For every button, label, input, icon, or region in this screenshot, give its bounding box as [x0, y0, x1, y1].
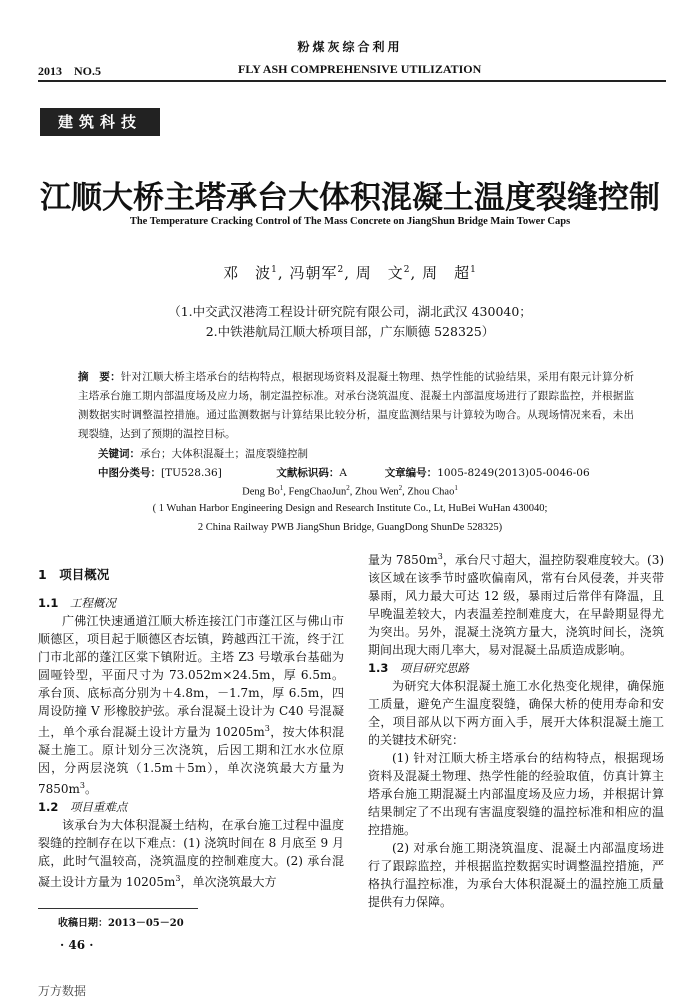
clc-value: [TU528.36] — [161, 467, 222, 479]
abstract-label: 摘 要： — [78, 371, 121, 383]
paragraph: 为研究大体积混凝土施工水化热变化规律，确保施工质量，避免产生温度裂缝，确保大桥的使用寿命和安全，项目部从以下两方面入手，展开大体积混凝土施工的关键技术研究： — [368, 679, 664, 747]
abstract — [78, 368, 634, 444]
author-list — [0, 262, 700, 283]
paragraph: (2) 对承台施工期浇筑温度、混凝土内部温度场进行了跟踪监控，并根据监控数据实时调整温控措施，严格执行温控标准，为承台大体积混凝土的温控施工质量提供有力保障。 — [368, 841, 664, 909]
journal-title-en: FLY ASH COMPREHENSIVE UTILIZATION — [238, 62, 482, 76]
en-author-sep: , — [283, 486, 286, 498]
subsection-number: 1.2 — [38, 800, 59, 814]
paragraph-text: ，单次浇筑最大方 — [180, 875, 277, 889]
author-name: 邓 波 — [223, 264, 272, 282]
unit-sup: 3 — [264, 724, 270, 733]
paragraph-text: 该承台为大体积混凝土结构，在承台施工过程中温度裂缝的控制存在以下难点：(1) 浇筑时间在 8 月底至 9 月底，此时气温较高，浇筑温度的控制难度大。(2) 承台混凝土设计方量为 10205m — [38, 818, 344, 889]
en-author-name: Zhou Chao — [407, 486, 455, 498]
header-rule — [38, 80, 666, 82]
paragraph-text: 广佛江快速通道江顺大桥连接江门市蓬江区与佛山市顺德区，项目起于顺德区杏坛镇，跨越西江干流，终于江门市北部的蓬江区棠下镇附近。主塔 Z3 号墩承台基础为圆哑铃型，平面尺寸为 73.052m×24.5m，厚 6.5m。承台顶、底标高分别为＋4.8m，－1.7m，厚 6.5m，四周设防撞 V 形橡胶护弦。承台混凝土设计为 C40 号混凝土，单个承台混凝土设计方量为 10205m — [38, 614, 344, 739]
section-1-heading: 1 项目概况 — [38, 567, 110, 582]
paragraph — [368, 548, 664, 659]
unit-sup: 3 — [437, 552, 443, 561]
paper-title-en: The Temperature Cracking Control of The Mass Concrete on JiangShun Bridge Main Tower Caps — [129, 216, 571, 227]
subsection-title: 项目重难点 — [69, 800, 128, 814]
affiliation-2: 2.中铁港航局江顺大桥项目部，广东顺德 528325） — [205, 324, 495, 339]
en-affiliation-2: 2 China Railway PWB JiangShun Bridge, GuangDong ShunDe 528325) — [197, 522, 503, 533]
paragraph-text: ，承台尺寸超大，温控防裂难度较大。(3) 该区域在该季节时盛吹偏南风，常有台风侵袭，并夹带暴雨，风力最大可达 12 级，暴雨过后常伴有降温，且早晚温差较大，内表温差控制难度大，在早龄期显得尤为突出。另外，混凝土浇筑方量大，浇筑时间长，浇筑期间出现大雨几率大，易对混凝土品质造成影响。 — [368, 553, 665, 657]
en-author-name: Zhou Wen — [355, 486, 399, 498]
abstract-text: 针对江顺大桥主塔承台的结构特点，根据现场资料及混凝土物理、热学性能的试验结果，采用有限元计算分析主塔承台施工期内部温度场及应力场，制定温控标准。对承台浇筑温度、混凝土内部温度场进行了跟踪监控，并根据监测数据实时调整温控措施。通过监测数据与计算结果比较分析，温度监测结果与计算较为吻合。从现场情况来看，未出现裂缝，达到了预期的温控目标。 — [78, 371, 635, 440]
right-column — [368, 548, 664, 911]
en-author-sup: 1 — [279, 484, 284, 492]
author-sup: 1 — [271, 265, 278, 275]
clc-label: 中图分类号： — [98, 467, 161, 479]
subsection-1-2-heading — [38, 798, 344, 816]
subsection-1-3-heading — [368, 659, 664, 677]
en-author-sep: , — [349, 486, 353, 498]
unit-sup: 3 — [175, 874, 181, 883]
en-author-name: Deng Bo — [242, 486, 280, 498]
keywords-text: 承台；大体积混凝土；温度裂缝控制 — [140, 448, 308, 460]
article-no-label: 文章编号： — [384, 467, 438, 479]
author-sep: , — [344, 264, 350, 282]
en-author-sup: 1 — [454, 484, 458, 492]
paragraph: (1) 针对江顺大桥主塔承台的结构特点，根据现场资料及混凝土物理、热学性能的经验取值，仿真计算主塔承台施工期混凝土内部温度场及应力场，并根据计算结果制定了不出现有害温度裂缝的温控标准和相应的温控措施。 — [368, 751, 664, 837]
en-author-name: FengChaoJun — [288, 486, 347, 498]
author-sep: , — [410, 264, 417, 282]
classification-row — [98, 465, 618, 480]
subsection-number: 1.3 — [368, 661, 389, 675]
issue-label: 2013 NO.5 — [38, 64, 102, 78]
author-name: 周 文 — [355, 264, 404, 282]
author-name: 周 超 — [422, 264, 471, 282]
doc-code-value: A — [339, 467, 347, 479]
paragraph-text: 量为 7850m — [368, 553, 438, 567]
author-name: 冯朝军 — [289, 264, 338, 282]
unit-sup: 3 — [79, 781, 86, 790]
author-sep: , — [277, 264, 284, 282]
affiliation-1: （1.中交武汉港湾工程设计研究院有限公司，湖北武汉 430040； — [168, 304, 532, 319]
paragraph — [38, 612, 344, 798]
paragraph — [38, 816, 344, 891]
doc-code-label: 文献标识码： — [276, 467, 340, 479]
en-affiliation-1: ( 1 Wuhan Harbor Engineering Design and Research Institute Co., Lt, HuBei WuHan 430040; — [152, 503, 548, 514]
footnote-rule — [38, 908, 198, 909]
page-number: · 46 · — [60, 938, 94, 952]
subsection-title: 项目研究思路 — [399, 661, 469, 675]
received-date: 收稿日期：2013－05－20 — [58, 918, 184, 929]
watermark: 万方数据 — [38, 984, 87, 998]
section-tag: 建筑科技 — [40, 108, 160, 136]
keywords — [98, 446, 308, 461]
paragraph-text: ，按大体积混凝土施工。原计划分三次浇筑，后因工期和江水水位原因，分两层浇筑（1.5m＋5m），单次浇筑最大方量为 7850m — [38, 725, 344, 796]
author-sup: 2 — [337, 265, 345, 275]
author-sup: 2 — [403, 265, 411, 275]
paragraph-text: 。 — [85, 782, 98, 796]
en-author-sup: 2 — [346, 484, 350, 492]
paper-title-cn: 江顺大桥主塔承台大体积混凝土温度裂缝控制 — [40, 180, 660, 216]
en-author-sup: 2 — [398, 484, 403, 492]
subsection-number: 1.1 — [38, 596, 59, 610]
keywords-label: 关键词： — [98, 448, 140, 460]
author-sup: 1 — [470, 265, 477, 275]
en-author-sep: , — [402, 486, 405, 498]
subsection-1-1-heading — [38, 594, 344, 612]
en-author-list — [0, 484, 700, 498]
left-column — [38, 566, 344, 891]
subsection-title: 工程概况 — [69, 596, 116, 610]
journal-title-cn: 粉煤灰综合利用 — [297, 40, 403, 54]
article-no-value: 1005-8249(2013)05-0046-06 — [437, 467, 590, 479]
